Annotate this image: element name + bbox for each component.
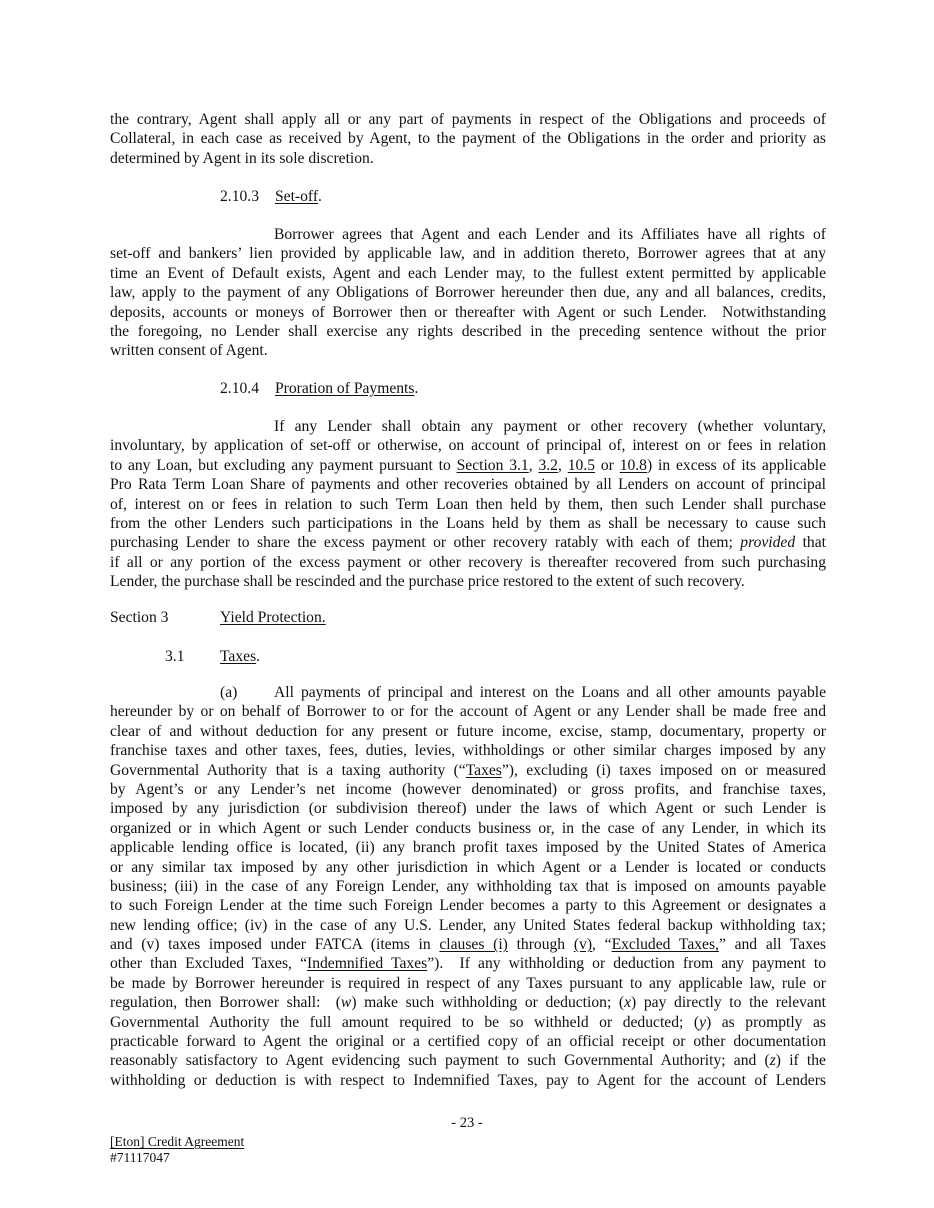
italic-clause-letter: x bbox=[624, 994, 632, 1012]
text-run: reasonably satisfactory to Agent evidencing such payment to such Governmental Authority; and ( bbox=[110, 1052, 770, 1070]
footer-doc-id: #71117047 bbox=[110, 1150, 170, 1165]
text-run: other than Excluded Taxes, “ bbox=[110, 955, 307, 973]
text-line: If any Lender shall obtain any payment or other recovery (whether voluntary, bbox=[274, 418, 826, 435]
continuation-paragraph bbox=[110, 110, 826, 168]
footer-doc-title: [Eton] Credit Agreement bbox=[110, 1134, 245, 1149]
text-run: ) if the bbox=[775, 1052, 826, 1070]
page-number: - 23 - bbox=[451, 1115, 483, 1131]
section-3-1-a-body bbox=[110, 683, 826, 1090]
text-run: ) make such withholding or deduction; ( bbox=[351, 994, 625, 1012]
text-line bbox=[110, 954, 826, 973]
text-line: the foregoing, no Lender shall exercise any rights described in the preceding sentence without the prior bbox=[110, 322, 826, 340]
text-run: , “ bbox=[592, 936, 612, 954]
cross-reference-link[interactable]: clauses (i) bbox=[439, 936, 508, 954]
section-number: 3.1 bbox=[165, 648, 185, 665]
text-line: set-off and bankers’ lien provided by applicable law, and in addition thereto, Borrower agrees that at any bbox=[110, 245, 826, 263]
text-run: Governmental Authority that is a taxing authority (“ bbox=[110, 761, 466, 779]
text-line bbox=[110, 533, 826, 552]
section-title: Yield Protection. bbox=[220, 609, 326, 626]
section-title: Set-off bbox=[275, 188, 319, 205]
text-line: of, interest on or fees in relation to such Term Loan then held by them, then such Lender shall purchase bbox=[110, 495, 826, 513]
section-2-10-3-heading bbox=[220, 187, 322, 207]
text-run: , bbox=[528, 456, 539, 474]
cross-reference-link[interactable]: 10.5 bbox=[567, 456, 596, 474]
text-line: withholding or deduction is with respect to Indemnified Taxes, pay to Agent for the account of Lenders bbox=[110, 1071, 826, 1089]
section-2-10-3-body bbox=[110, 225, 826, 361]
text-run: ”). If any withholding or deduction from any payment to bbox=[427, 955, 826, 973]
footer-doc-info bbox=[110, 1134, 244, 1166]
cross-reference-link[interactable]: 10.8 bbox=[619, 456, 647, 474]
text-line: determined by Agent in its sole discretion. bbox=[110, 149, 374, 167]
text-line-with-references bbox=[110, 456, 826, 475]
text-line: involuntary, by application of set-off or otherwise, on account of principal of, interest on or fees in relation bbox=[110, 437, 826, 455]
text-run: ) as promptly as bbox=[706, 1013, 826, 1031]
text-run: to any Loan, but excluding any payment pursuant to bbox=[110, 456, 457, 474]
cross-reference-link[interactable]: Section 3.1 bbox=[456, 456, 529, 474]
section-3-1-heading bbox=[165, 647, 260, 667]
text-line: Borrower agrees that Agent and each Lender and its Affiliates have all rights of bbox=[274, 226, 826, 243]
italic-clause-letter: z bbox=[769, 1052, 776, 1070]
defined-term: Taxes bbox=[465, 761, 502, 779]
text-line: business; (iii) in the case of any Foreign Lender, any withholding tax that is imposed on amounts payable bbox=[110, 877, 826, 895]
defined-term: Excluded Taxes, bbox=[611, 936, 719, 954]
text-line: deposits, accounts or moneys of Borrower then or thereafter with Agent or such Lender. Notwithstanding bbox=[110, 303, 826, 321]
text-line: law, apply to the payment of any Obligations of Borrower hereunder then due, any and all balances, credits, bbox=[110, 284, 826, 302]
title-suffix: . bbox=[256, 648, 261, 665]
text-line bbox=[110, 683, 826, 702]
text-line: imposed by any jurisdiction (or subdivision thereof) under the laws of which Agent or such Lender is bbox=[110, 800, 826, 818]
section-2-10-4-body bbox=[110, 417, 826, 592]
title-suffix: . bbox=[414, 380, 419, 397]
text-line: organized or in which Agent or such Lender conducts business or, in the case of any Lender, in which its bbox=[110, 819, 826, 837]
text-line: clear of and without deduction for any present or future income, excise, stamp, documentary, property or bbox=[110, 722, 826, 740]
italic-clause-letter: w bbox=[340, 994, 352, 1012]
italic-term: provided bbox=[740, 534, 796, 552]
section-number: 2.10.4 bbox=[220, 380, 259, 397]
text-line: the contrary, Agent shall apply all or any part of payments in respect of the Obligations and proceeds of bbox=[110, 111, 826, 128]
italic-clause-letter: y bbox=[699, 1013, 706, 1031]
text-line: Collateral, in each case as received by Agent, to the payment of the Obligations in the order and priority as bbox=[110, 130, 826, 148]
defined-term: Indemnified Taxes bbox=[307, 955, 428, 973]
text-run: ”), excluding (i) taxes imposed on or measured bbox=[501, 761, 826, 779]
section-2-10-4-heading bbox=[220, 379, 418, 399]
text-line: be made by Borrower hereunder is required in respect of any Taxes pursuant to any applicable law, rule or bbox=[110, 974, 826, 992]
text-run: Governmental Authority the full amount required to be so withheld or deducted; ( bbox=[110, 1013, 700, 1031]
text-line: hereunder by or on behalf of Borrower to or for the account of Agent or any Lender shall be made free and bbox=[110, 703, 826, 721]
text-line: Pro Rata Term Loan Share of payments and other recoveries obtained by all Lenders on account of principal bbox=[110, 476, 826, 494]
title-suffix: . bbox=[318, 188, 322, 205]
text-line: to such Foreign Lender at the time such Foreign Lender becomes a party to this Agreement or designates a bbox=[110, 897, 826, 915]
text-line: if all or any portion of the excess payment or other recovery is thereafter recovered from such purchasing bbox=[110, 553, 826, 571]
cross-reference-link[interactable]: (v) bbox=[573, 936, 593, 954]
text-line bbox=[110, 935, 826, 954]
text-line: new lending office; (iv) in the case of any U.S. Lender, any United States federal backup withholding tax; bbox=[110, 916, 826, 934]
section-title: Taxes bbox=[220, 648, 257, 665]
text-run: , bbox=[557, 456, 568, 474]
text-run: and (v) taxes imposed under FATCA (items in bbox=[110, 936, 440, 954]
text-line: by Agent’s or any Lender’s net income (however denominated) or gross profits, and franchise taxes, bbox=[110, 780, 826, 798]
section-3-heading bbox=[110, 608, 326, 628]
text-run: ) in excess of its applicable bbox=[646, 456, 827, 474]
text-run: ” and all Taxes bbox=[718, 936, 826, 954]
text-line bbox=[110, 1013, 826, 1032]
text-line: franchise taxes and other taxes, fees, duties, levies, withholdings or other similar charges imposed by any bbox=[110, 742, 826, 760]
text-line bbox=[110, 1051, 826, 1070]
text-line: written consent of Agent. bbox=[110, 342, 268, 360]
text-line: applicable lending office is located, (ii) any branch profit taxes imposed by the United States of America bbox=[110, 839, 826, 857]
cross-reference-link[interactable]: 3.2 bbox=[538, 456, 558, 474]
clause-label: (a) bbox=[220, 684, 238, 701]
text-line: practicable forward to Agent the original or a certified copy of an official receipt or other documentation bbox=[110, 1033, 826, 1051]
section-number: 2.10.3 bbox=[220, 188, 259, 205]
text-run: regulation, then Borrower shall: ( bbox=[110, 994, 341, 1012]
text-run: that bbox=[795, 534, 826, 552]
text-run: purchasing Lender to share the excess payment or other recovery ratably with each of them; bbox=[110, 534, 741, 552]
text-line: or any similar tax imposed by any other jurisdiction in which Agent or a Lender is located or conducts bbox=[110, 858, 826, 876]
text-line: time an Event of Default exists, Agent and each Lender may, to the fullest extent permitted by applicable bbox=[110, 264, 826, 282]
section-title: Proration of Payments bbox=[275, 380, 415, 397]
text-run: or bbox=[595, 456, 620, 474]
text-run: ) pay directly to the relevant bbox=[631, 994, 826, 1012]
text-run: All payments of principal and interest on the Loans and all other amounts payable bbox=[274, 684, 826, 701]
text-line bbox=[110, 761, 826, 780]
text-line: from the other Lenders such participations in the Loans held by them as shall be necessary to cause such bbox=[110, 514, 826, 532]
section-label: Section 3 bbox=[110, 609, 169, 626]
text-line: Lender, the purchase shall be rescinded and the purchase price restored to the extent of such recovery. bbox=[110, 573, 745, 591]
text-run: through bbox=[507, 936, 574, 954]
text-line bbox=[110, 993, 826, 1012]
